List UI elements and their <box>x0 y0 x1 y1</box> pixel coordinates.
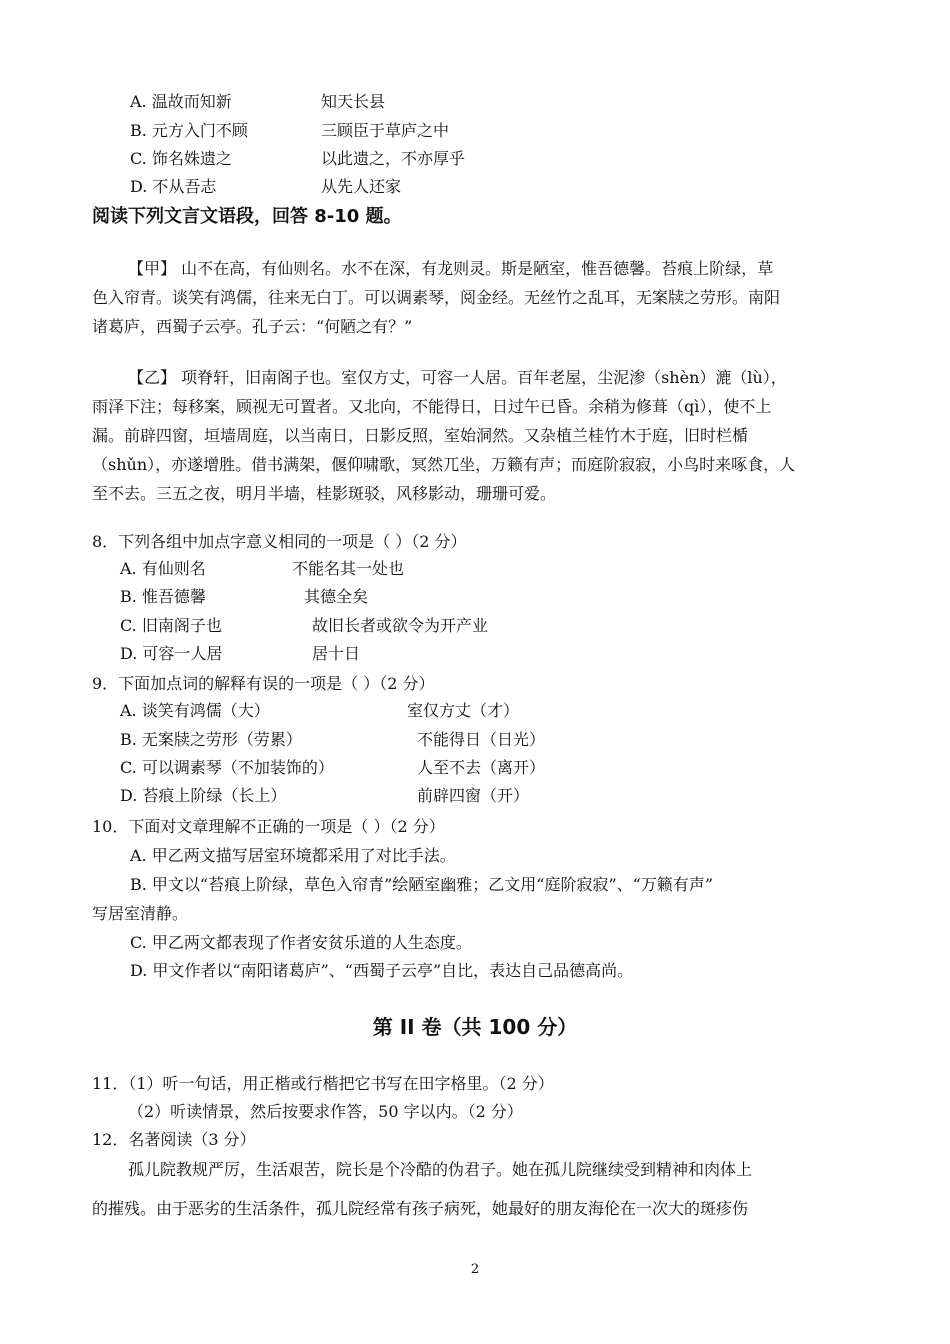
q8-option-a-right: 不能名其一处也 <box>292 559 405 578</box>
q7-option-d-right: 从先人还家 <box>321 177 402 196</box>
q9-option-b-right: 不能得日（日光） <box>417 730 546 749</box>
q10-option-d: D. 甲文作者以“南阳诸葛庐”、“西蜀子云亭”自比，表达自己品德高尚。 <box>130 961 634 980</box>
q10-option-b-line-2: 写居室清静。 <box>92 904 189 923</box>
passage-jia-line-2: 色入帘青。谈笑有鸿儒，往来无白丁。可以调素琴，阅金经。无丝竹之乱耳，无案牍之劳形。南阳 <box>92 288 781 307</box>
q9-stem: 9．下面加点词的解释有误的一项是（ ）（2 分） <box>92 674 435 693</box>
q8-option-c-left: C. 旧南阁子也 <box>120 616 222 635</box>
part2-title: 第 II 卷（共 100 分） <box>372 1015 578 1039</box>
page-number: 2 <box>470 1262 480 1277</box>
q7-option-b-right: 三顾臣于草庐之中 <box>321 121 450 140</box>
q7-option-d-left: D. 不从吾志 <box>130 177 217 196</box>
q7-option-c-right: 以此遗之，不亦厚乎 <box>321 149 466 168</box>
q7-option-c-left: C. 饰名姝遗之 <box>130 149 232 168</box>
q7-option-b-left: B. 元方入门不顾 <box>130 121 248 140</box>
q8-option-b-left: B. 惟吾德馨 <box>120 587 206 606</box>
q11-line-2: （2）听读情景，然后按要求作答，50 字以内。（2 分） <box>128 1102 523 1121</box>
q12-paragraph-line-2: 的摧残。由于恶劣的生活条件，孤儿院经常有孩子病死，她最好的朋友海伦在一次大的斑疹伤 <box>92 1199 749 1218</box>
section-heading: 阅读下列文言文语段，回答 8-10 题。 <box>92 206 402 227</box>
q8-option-c-right: 故旧长者或欲令为开产业 <box>312 616 489 635</box>
q9-option-d-left: D. 苔痕上阶绿（长上） <box>120 786 287 805</box>
q8-option-d-left: D. 可容一人居 <box>120 644 223 663</box>
q7-option-a-left: A. 温故而知新 <box>130 92 232 111</box>
q10-option-c: C. 甲乙两文都表现了作者安贫乐道的人生态度。 <box>130 933 472 952</box>
q12-paragraph-line-1: 孤儿院教规严厉，生活艰苦，院长是个冷酷的伪君子。她在孤儿院继续受到精神和肉体上 <box>128 1160 753 1179</box>
q8-option-b-right: 其德全矣 <box>304 587 369 606</box>
q12-stem: 12．名著阅读（3 分） <box>92 1130 256 1149</box>
q9-option-c-left: C. 可以调素琴（不加装饰的） <box>120 758 334 777</box>
q10-stem: 10．下面对文章理解不正确的一项是（ ）（2 分） <box>92 817 445 836</box>
passage-jia-line-3: 诸葛庐，西蜀子云亭。孔子云：“何陋之有？” <box>92 317 413 336</box>
q9-option-c-right: 人至不去（离开） <box>417 758 546 777</box>
q7-option-a-right: 知天长县 <box>321 92 386 111</box>
q10-option-b-line-1: B. 甲文以“苔痕上阶绿，草色入帘青”绘陋室幽雅；乙文用“庭阶寂寂”、“万籁有声” <box>130 875 714 894</box>
passage-yi-line-1: 【乙】 项脊轩，旧南阁子也。室仅方丈，可容一人居。百年老屋，尘泥渗（shèn）漉（lù）， <box>128 368 787 387</box>
q9-option-a-right: 室仅方丈（才） <box>407 701 520 720</box>
q9-option-b-left: B. 无案牍之劳形（劳累） <box>120 730 302 749</box>
q10-option-a: A. 甲乙两文描写居室环境都采用了对比手法。 <box>130 846 456 865</box>
passage-yi-line-5: 至不去。三五之夜，明月半墙，桂影斑驳，风移影动，珊珊可爱。 <box>92 484 557 503</box>
q9-option-d-right: 前辟四窗（开） <box>417 786 530 805</box>
q8-option-a-left: A. 有仙则名 <box>120 559 206 578</box>
q8-stem: 8．下列各组中加点字意义相同的一项是（ ）（2 分） <box>92 532 467 551</box>
passage-yi-line-2: 雨泽下注；每移案，顾视无可置者。又北向，不能得日，日过午已昏。余稍为修葺（qì），使不上 <box>92 397 772 416</box>
q9-option-a-left: A. 谈笑有鸿儒（大） <box>120 701 270 720</box>
q11-line-1: 11．（1）听一句话，用正楷或行楷把它书写在田字格里。（2 分） <box>92 1074 554 1093</box>
passage-yi-line-4: （shǔn），亦遂增胜。借书满架，偃仰啸歌，冥然兀坐，万籁有声；而庭阶寂寂，小鸟时来啄食，人 <box>92 455 796 474</box>
passage-yi-line-3: 漏。前辟四窗，垣墙周庭，以当南日，日影反照，室始洞然。又杂植兰桂竹木于庭，旧时栏楯 <box>92 426 749 445</box>
passage-jia-line-1: 【甲】 山不在高，有仙则名。水不在深，有龙则灵。斯是陋室，惟吾德馨。苔痕上阶绿，草 <box>128 259 774 278</box>
q8-option-d-right: 居十日 <box>312 644 361 663</box>
